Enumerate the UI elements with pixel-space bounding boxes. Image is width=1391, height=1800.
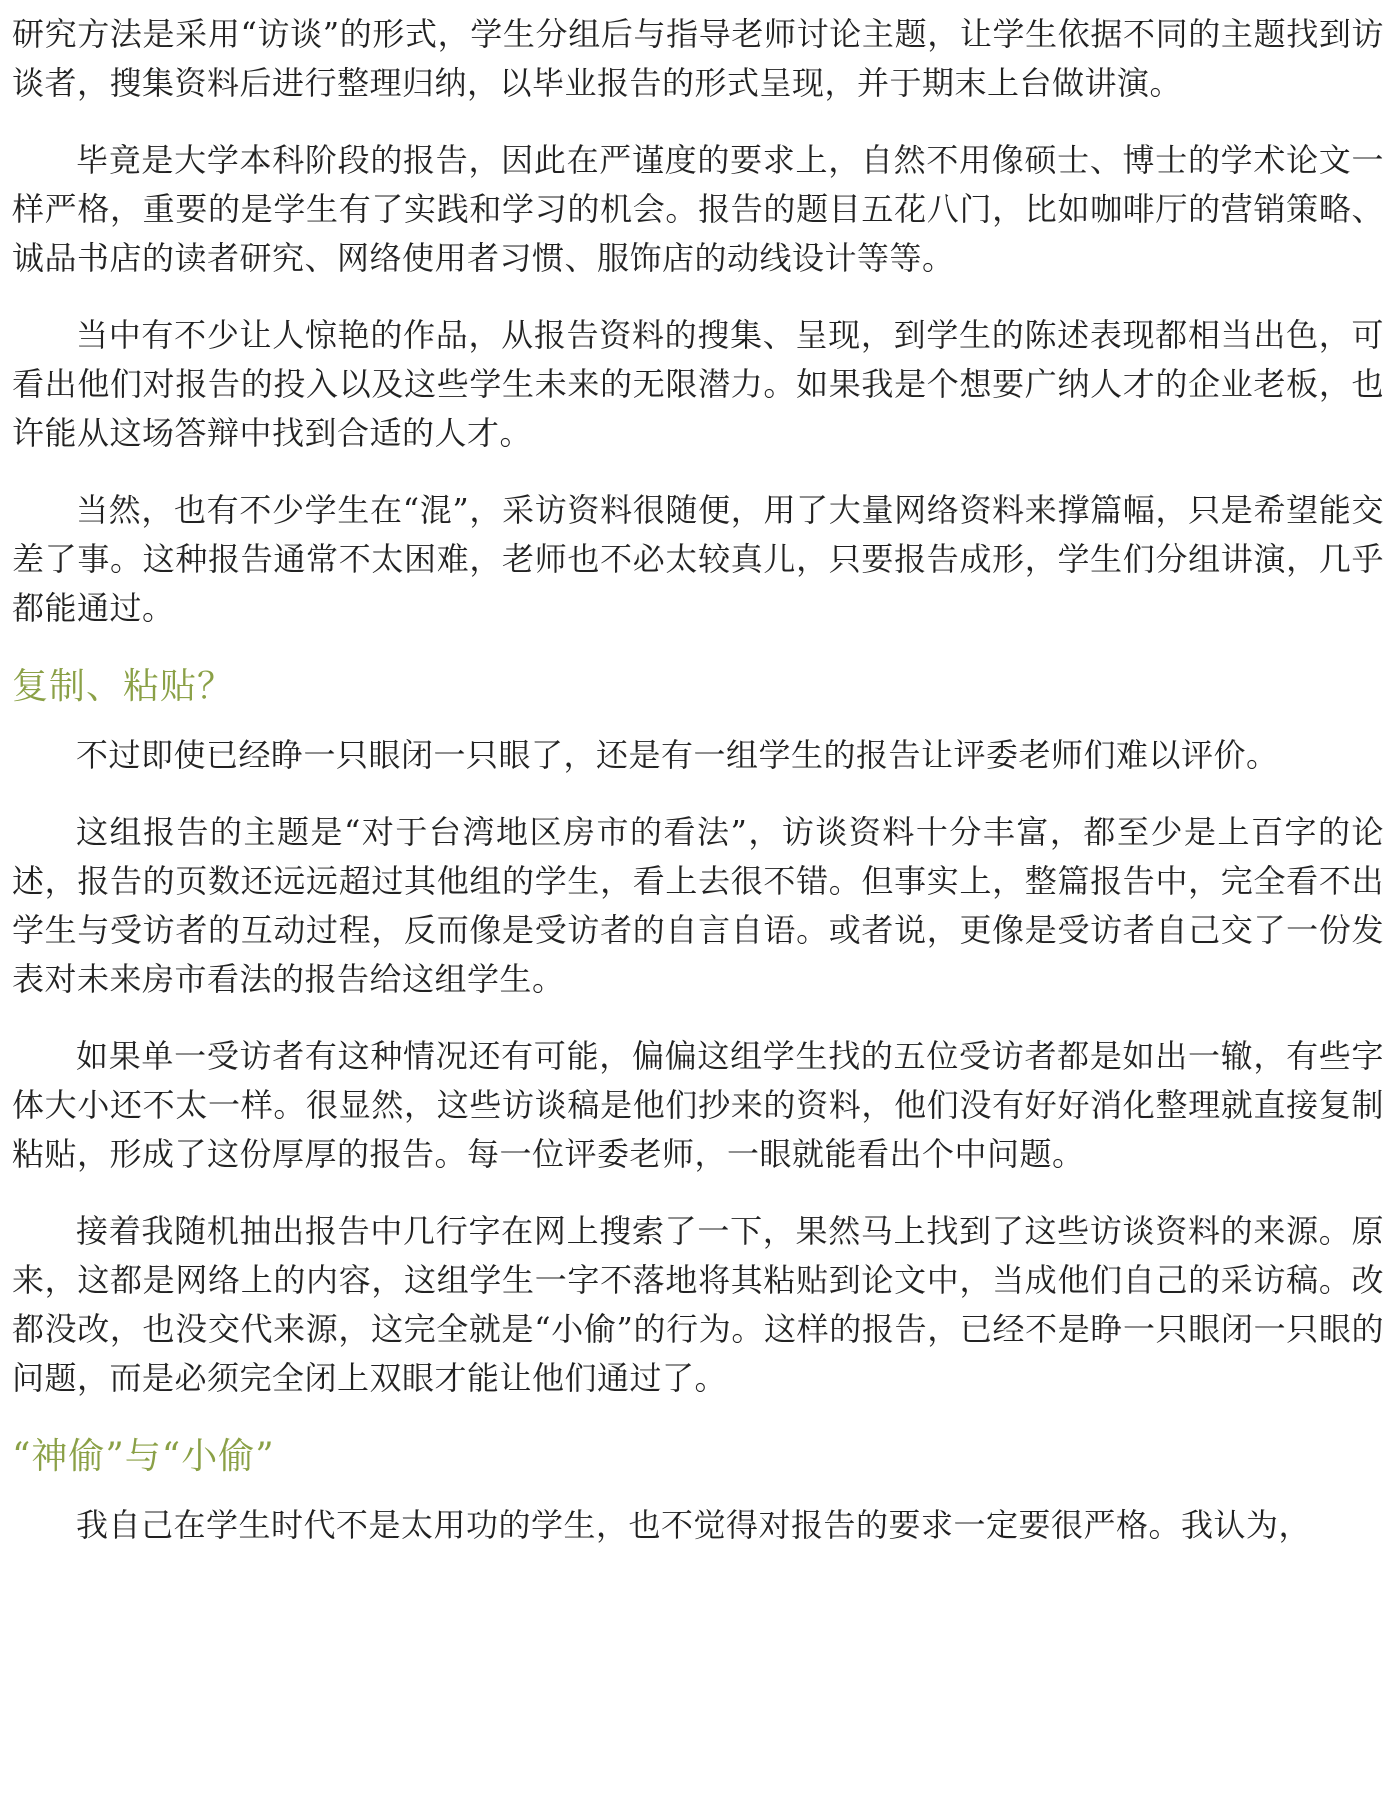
section-heading-thief: “神偷”与“小偷” [12,1436,275,1477]
paragraph-slacking-students: 当然，也有不少学生在“混”，采访资料很随便，用了大量网络资料来撑篇幅，只是希望能交差了事。这种报告通常不太困难，老师也不必太较真儿，只要报告成形，学生们分组讲演，几乎都能通过。 [12,491,1384,627]
section-heading-copy-paste: 复制、粘贴？ [12,666,235,707]
paragraph-research-method: 研究方法是采用“访谈”的形式，学生分组后与指导老师讨论主题，让学生依据不同的主题找到访谈者，搜集资料后进行整理归纳，以毕业报告的形式呈现，并于期末上台做讲演。 [12,15,1384,102]
paragraph-online-search: 接着我随机抽出报告中几行字在网上搜索了一下，果然马上找到了这些访谈资料的来源。原来，这都是网络上的内容，这组学生一字不落地将其粘贴到论文中，当成他们自己的采访稿。改都没改，也没交代来源，这完全就是“小偷”的行为。这样的报告，已经不是睁一只眼闭一只眼的问题，而是必须完全闭上双眼才能让他们通过了。 [12,1212,1384,1397]
paragraph-impressive-works: 当中有不少让人惊艳的作品，从报告资料的搜集、呈现，到学生的陈述表现都相当出色，可看出他们对报告的投入以及这些学生未来的无限潜力。如果我是个想要广纳人才的企业老板，也许能从这场答辩中找到合适的人才。 [12,316,1384,452]
paragraph-student-days: 我自己在学生时代不是太用功的学生，也不觉得对报告的要求一定要很严格。我认为， [76,1506,1312,1544]
paragraph-five-interviewees: 如果单一受访者有这种情况还有可能，偏偏这组学生找的五位受访者都是如出一辙，有些字体大小还不太一样。很显然，这些访谈稿是他们抄来的资料，他们没有好好消化整理就直接复制粘贴，形成了这份厚厚的报告。每一位评委老师，一眼就能看出个中问题。 [12,1037,1384,1173]
document-page [12,10,1384,1578]
paragraph-undergraduate-report: 毕竟是大学本科阶段的报告，因此在严谨度的要求上，自然不用像硕士、博士的学术论文一样严格，重要的是学生有了实践和学习的机会。报告的题目五花八门，比如咖啡厅的营销策略、诚品书店的读者研究、网络使用者习惯、服饰店的动线设计等等。 [12,141,1384,277]
paragraph-housing-topic: 这组报告的主题是“对于台湾地区房市的看法”，访谈资料十分丰富，都至少是上百字的论述，报告的页数还远远超过其他组的学生，看上去很不错。但事实上，整篇报告中，完全看不出学生与受访者的互动过程，反而像是受访者的自言自语。或者说，更像是受访者自己交了一份发表对未来房市看法的报告给这组学生。 [12,813,1384,998]
paragraph-hard-to-evaluate: 不过即使已经睁一只眼闭一只眼了，还是有一组学生的报告让评委老师们难以评价。 [76,736,1279,774]
